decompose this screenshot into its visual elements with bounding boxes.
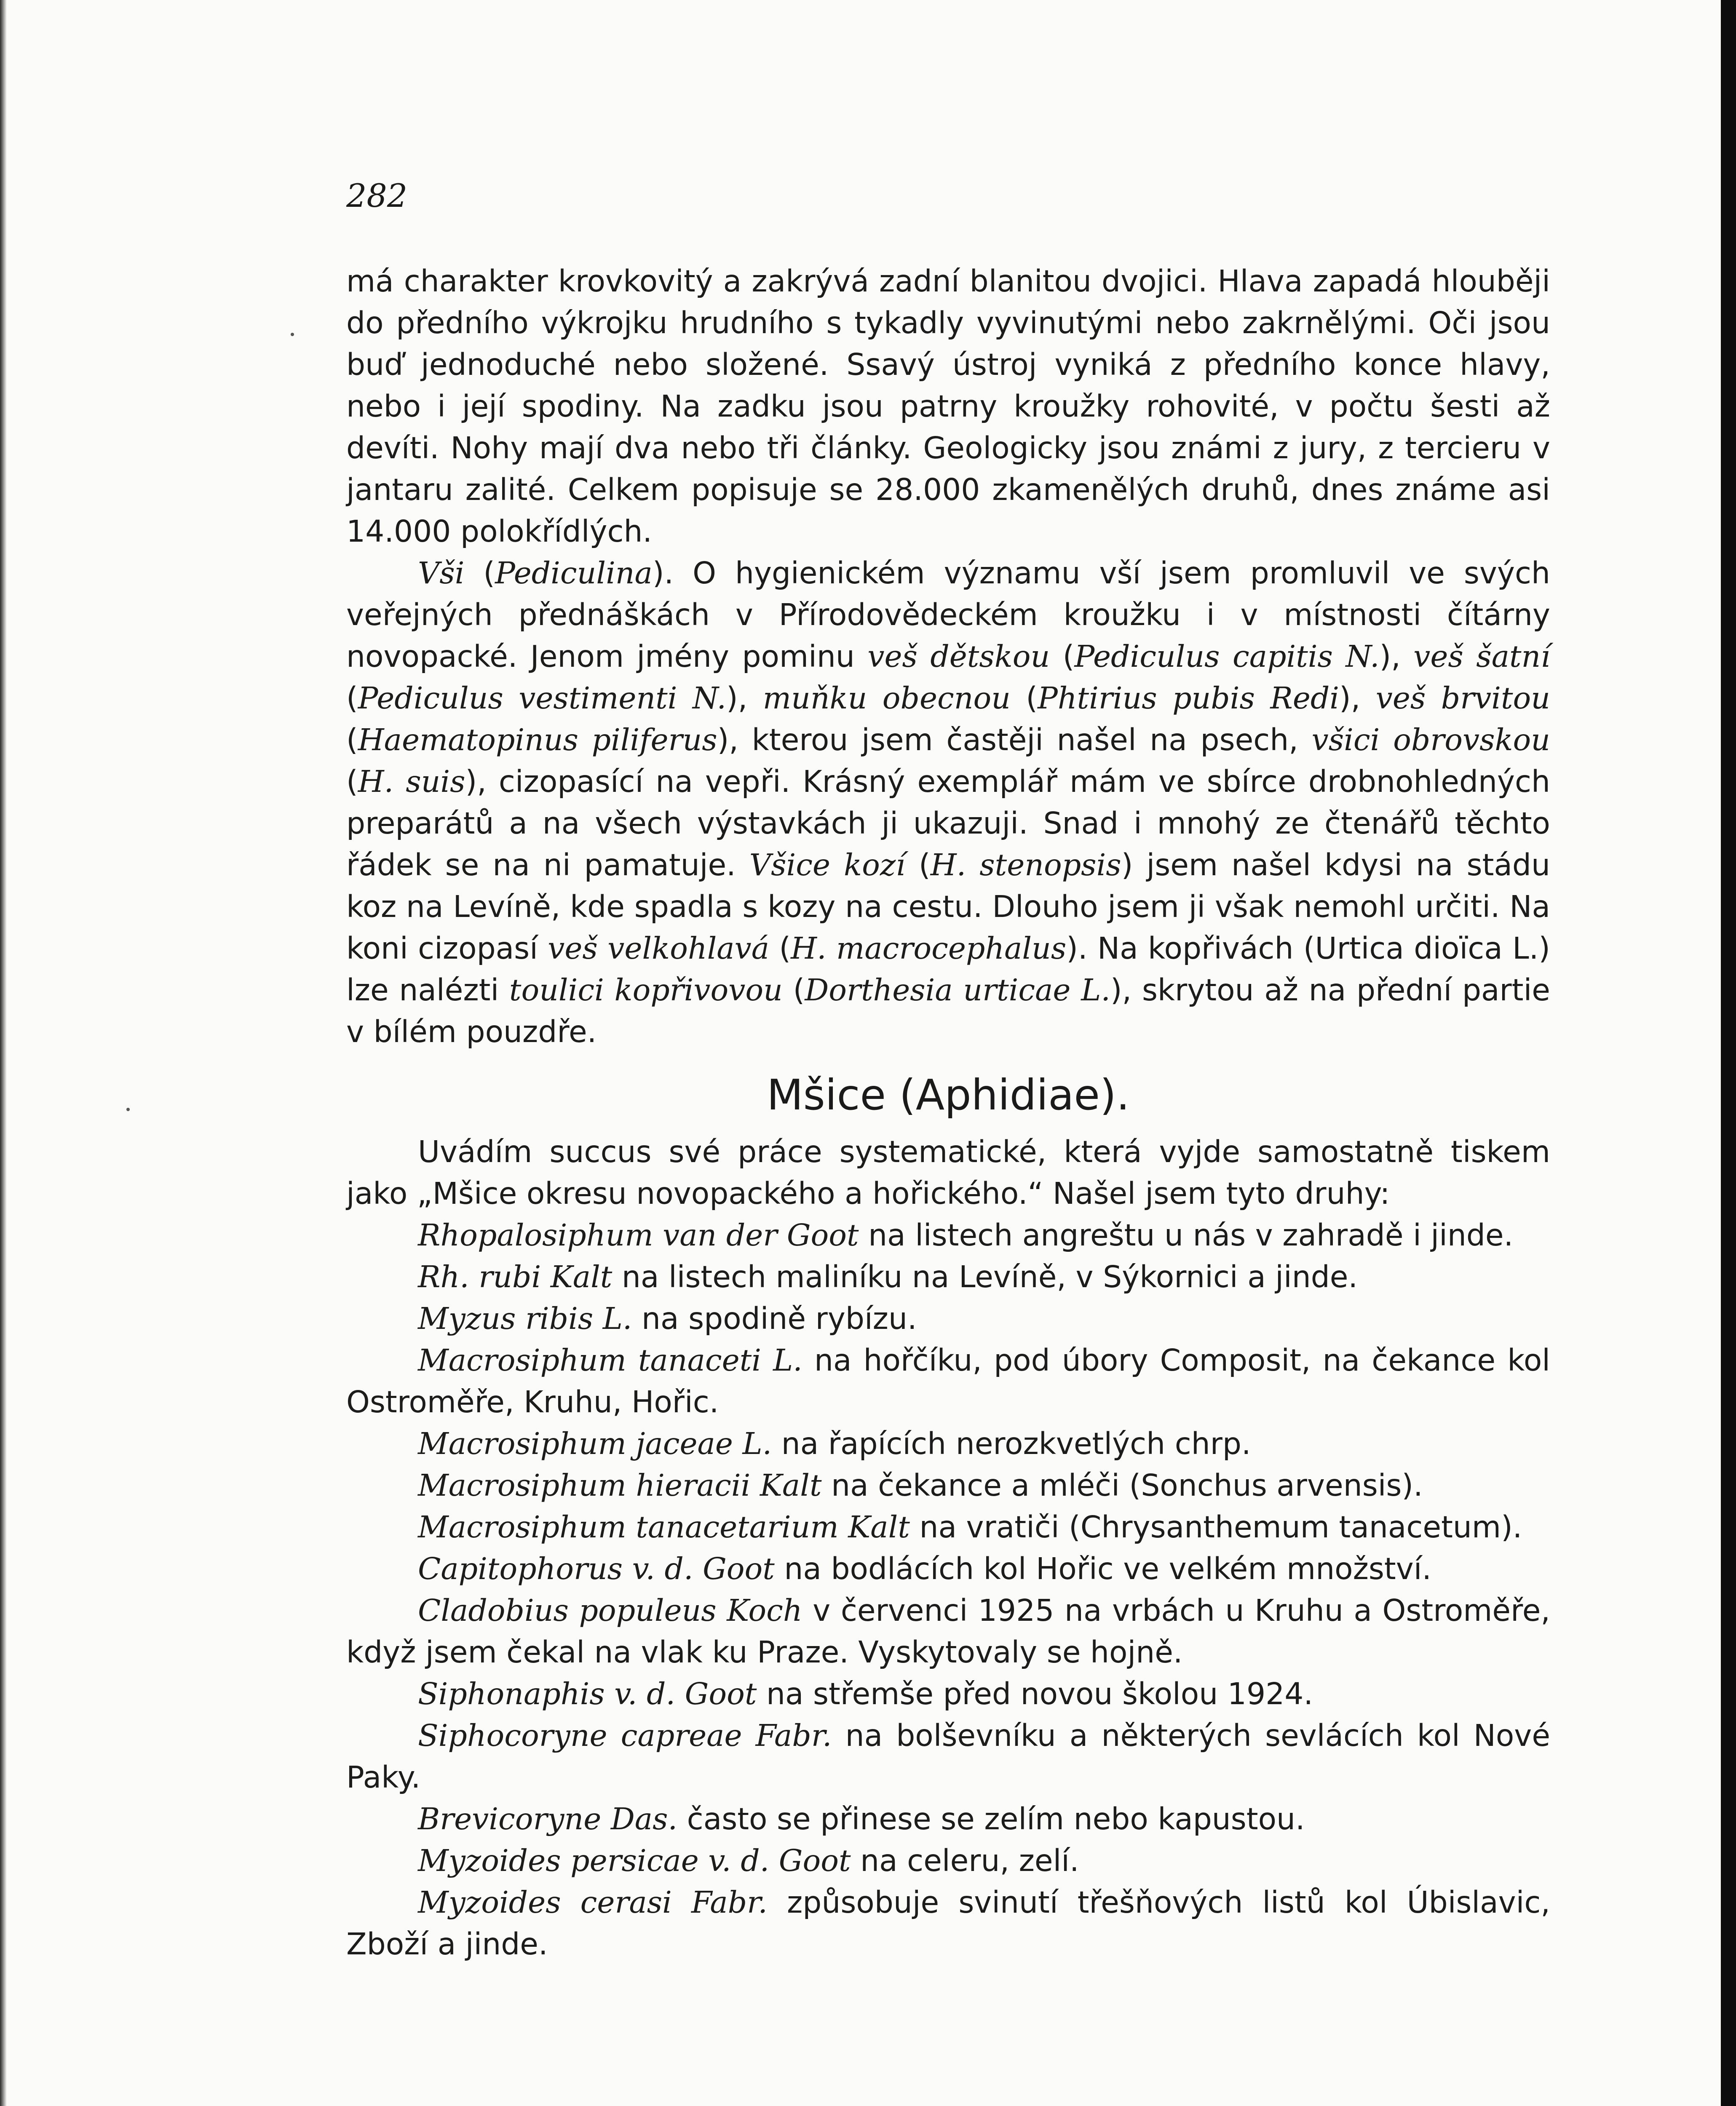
left-page-shadow — [0, 0, 7, 2106]
species-entry: Brevicoryne Das. často se přinese se zelím nebo kapustou. — [418, 1801, 1305, 1836]
species-list — [346, 1214, 1550, 1965]
species-entry: Siphocoryne capreae Fabr. na bolševníku a některých sevlácích kol Nové Paky. — [346, 1718, 1550, 1795]
species-entry: Macrosiphum jaceae L. na řapících nerozkvetlých chrp. — [418, 1426, 1251, 1461]
section-heading: Mšice (Aphidiae). — [767, 1070, 1130, 1120]
paper-speck — [126, 1108, 130, 1111]
species-entry: Macrosiphum tanaceti L. na hořčíku, pod úbory Composit, na čekance kol Ostroměře, Kruhu, Hořic. — [346, 1343, 1550, 1419]
scan-border — [1721, 0, 1736, 2106]
species-entry: Macrosiphum tanacetarium Kalt na vratiči (Chrysanthemum tanacetum). — [418, 1510, 1522, 1545]
species-entry: Capitophorus v. d. Goot na bodlácích kol Hořic ve velkém množství. — [418, 1551, 1432, 1586]
paper-speck — [291, 333, 294, 336]
species-entry: Myzus ribis L. na spodině rybízu. — [418, 1301, 917, 1336]
paragraph-lice: Vši (Pediculina). O hygienickém významu vší jsem promluvil ve svých veřejných přednáškách v Přírodovědeckém kroužku i v místnosti čítárny novopacké. Jenom jmény pominu veš dětskou (Pediculus capitis N.), veš šatní (Pediculus vestimenti N.), muňku obecnou (Phtirius pubis Redi), veš brvitou (Haematopinus piliferus), kterou jsem častěji našel na psech, všici obrovskou (H. suis), cizopasící na vepři. Krásný exemplář mám ve sbírce drobnohledných preparátů a na všech výstavkách ji ukazuji. Snad i mnohý ze čtenářů těchto řádek se na ni pamatuje. Všice kozí (H. stenopsis) jsem našel kdysi na stádu koz na Levíně, kde spadla s kozy na cestu. Dlouho jsem ji však nemohl určiti. Na koni cizopasí veš velkohlavá (H. macrocephalus). Na kopřivách (Urtica dioïca L.) lze nalézti toulici kopřivovou (Dorthesia urticae L.), skrytou až na přední partie v bílém pouzdře. — [346, 556, 1550, 1049]
species-entry: Cladobius populeus Koch v červenci 1925 na vrbách u Kruhu a Ostroměře, když jsem čekal na vlak ku Praze. Vyskytovaly se hojně. — [346, 1593, 1550, 1670]
section-intro: Uvádím succus své práce systematické, která vyjde samostatně tiskem jako „Mšice okresu novopackého a hořického.“ Našel jsem tyto druhy: — [346, 1134, 1550, 1211]
species-entry: Macrosiphum hieracii Kalt na čekance a mléči (Sonchus arvensis). — [418, 1468, 1423, 1503]
species-entry: Rhopalosiphum van der Goot na listech angreštu u nás v zahradě i jinde. — [418, 1218, 1514, 1253]
species-entry: Siphonaphis v. d. Goot na střemše před novou školou 1924. — [418, 1676, 1313, 1711]
text-body — [346, 260, 1550, 1965]
species-entry: Myzoides cerasi Fabr. způsobuje svinutí třešňových listů kol Úbislavic, Zboží a jinde. — [346, 1885, 1550, 1962]
paragraph-continuation: má charakter krovkovitý a zakrývá zadní blanitou dvojici. Hlava zapadá hlouběji do předního výkrojku hrudního s tykadly vyvinutými nebo zakrnělými. Oči jsou buď jednoduché nebo složené. Ssavý ústroj vyniká z předního konce hlavy, nebo i její spodiny. Na zadku jsou patrny kroužky rohovité, v počtu šesti až devíti. Nohy mají dva nebo tři články. Geologicky jsou známi z jury, z tercieru v jantaru zalité. Celkem popisuje se 28.000 zkamenělých druhů, dnes známe asi 14.000 polokřídlých. — [346, 264, 1550, 549]
species-entry: Rh. rubi Kalt na listech maliníku na Levíně, v Sýkornici a jinde. — [418, 1259, 1358, 1294]
species-entry: Myzoides persicae v. d. Goot na celeru, zelí. — [418, 1843, 1079, 1878]
page-number: 282 — [346, 177, 408, 214]
